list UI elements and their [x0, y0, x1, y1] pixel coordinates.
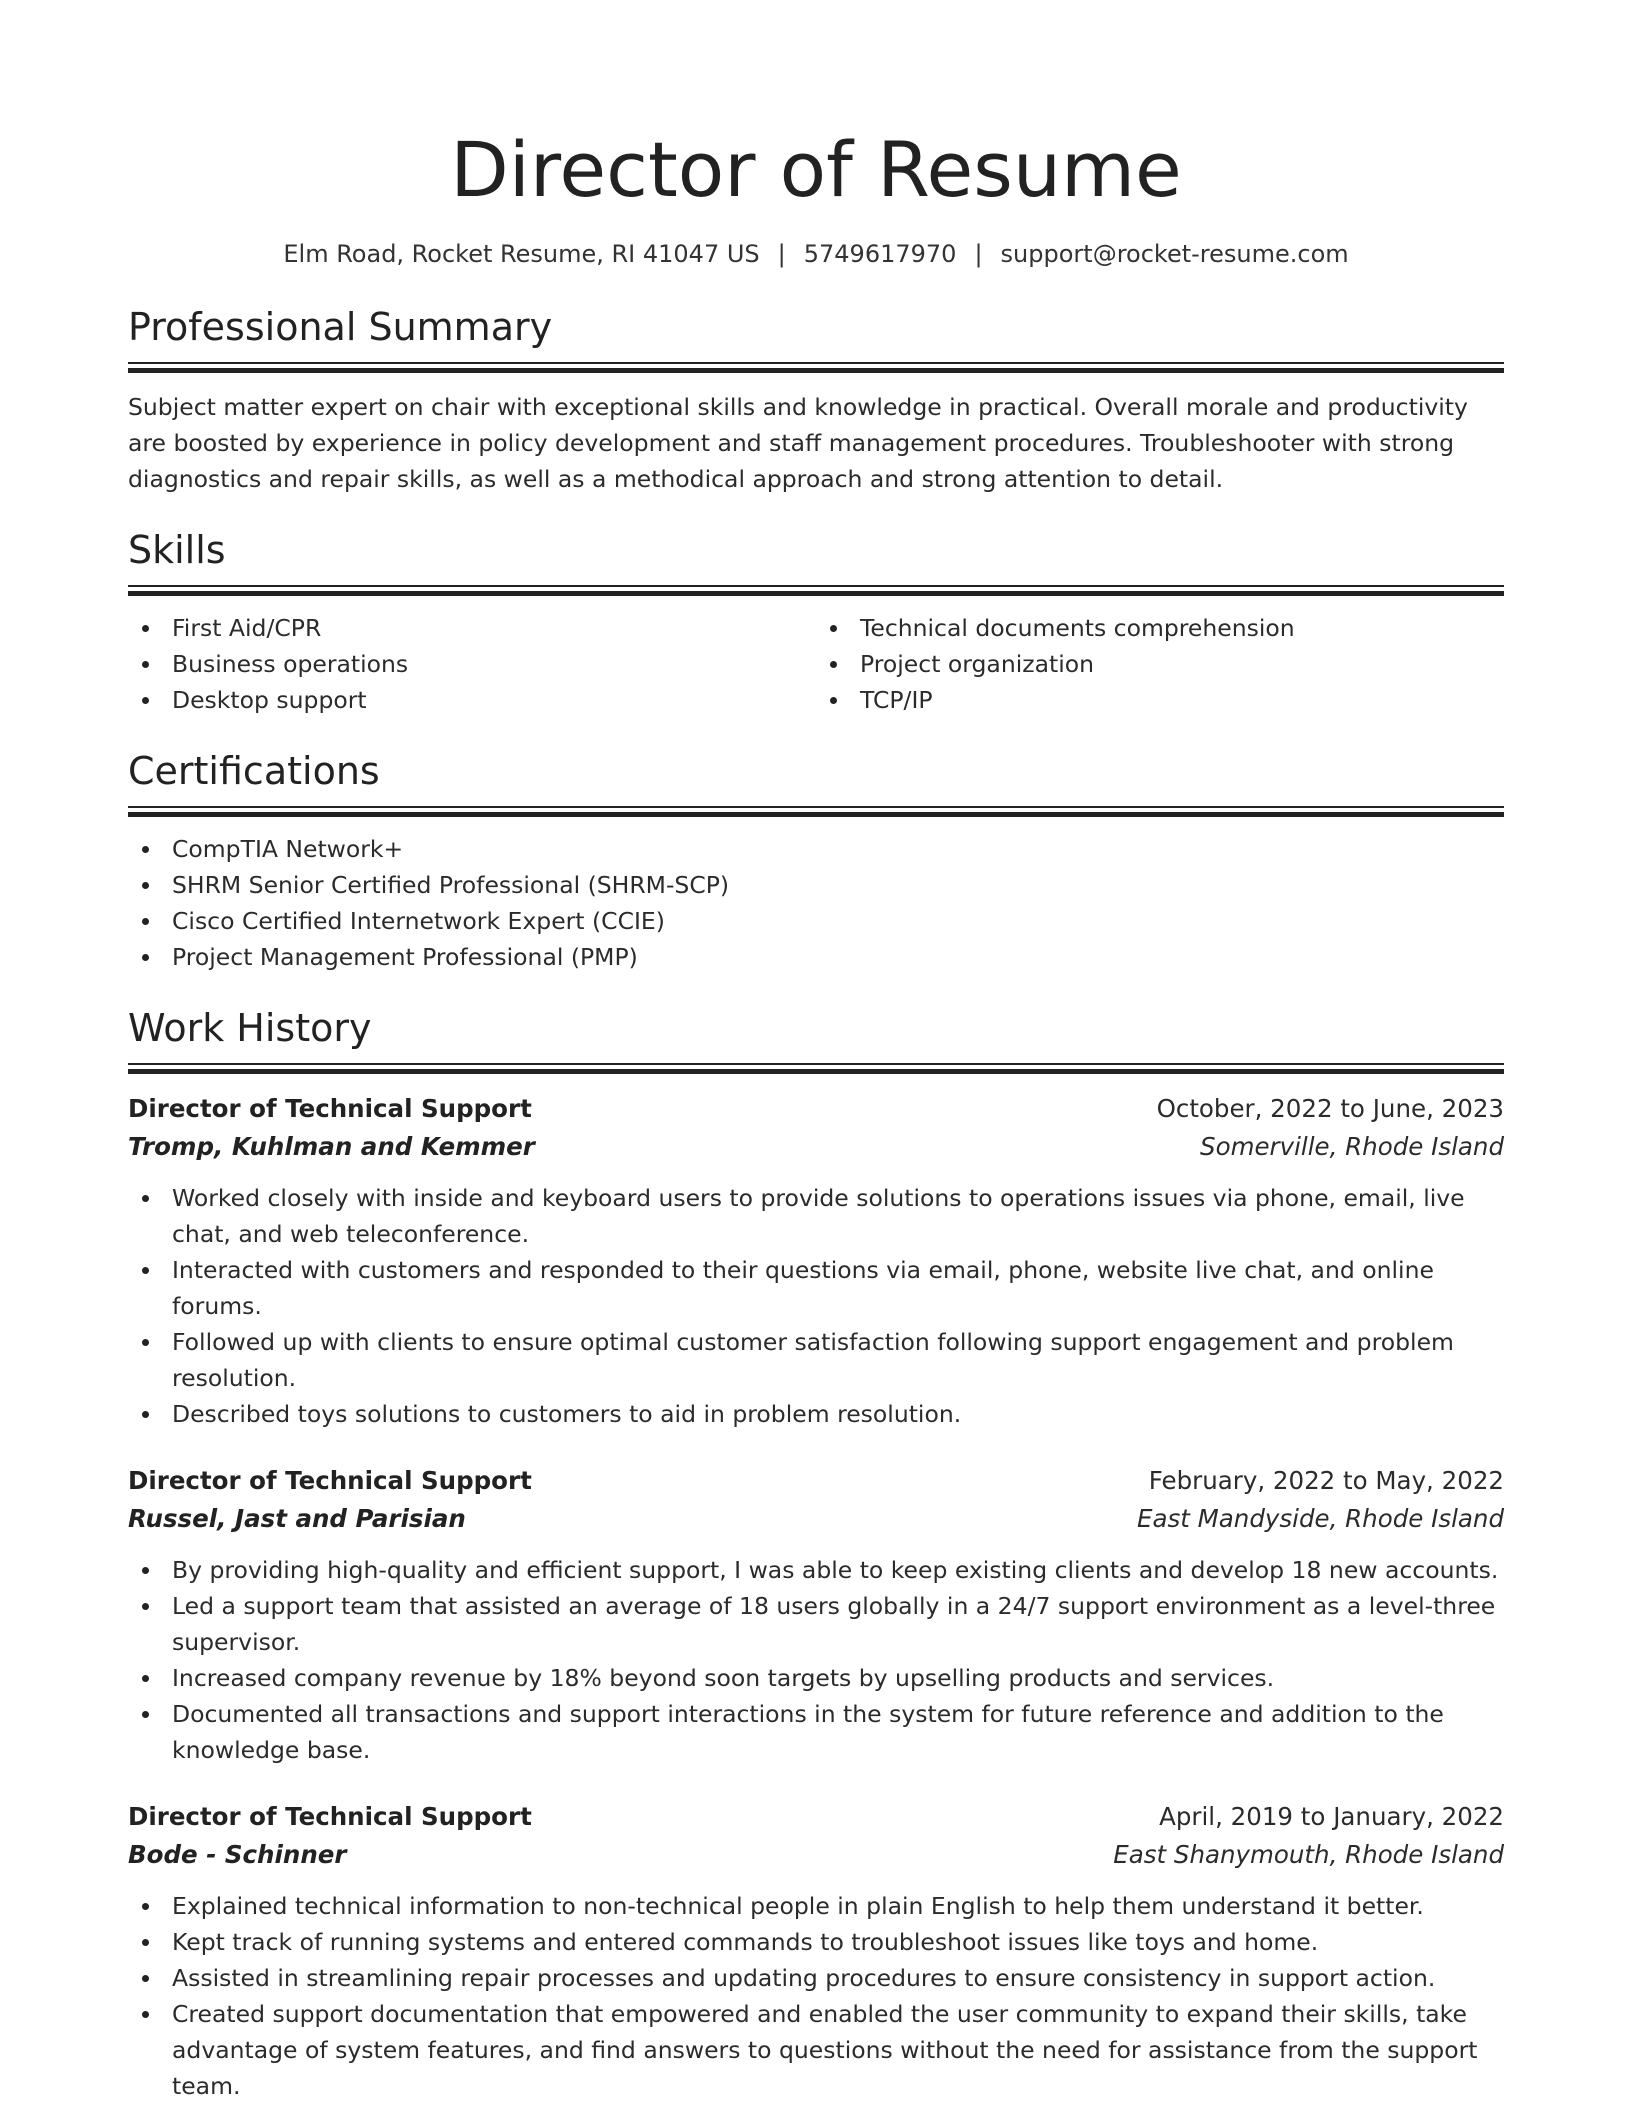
job-header [128, 1090, 1504, 1128]
job-title: Director of Technical Support [128, 1094, 532, 1123]
job-bullet: Increased company revenue by 18% beyond soon targets by upselling products and services. [128, 1660, 1504, 1696]
section-divider [128, 362, 1504, 373]
contact-address: Elm Road, Rocket Resume, RI 41047 US [283, 240, 760, 268]
job-location: Somerville, Rhode Island [1200, 1132, 1504, 1161]
job-title: Director of Technical Support [128, 1466, 532, 1495]
job-company: Bode - Schinner [128, 1840, 347, 1869]
resume-name: Director of Resume [450, 125, 1182, 214]
job-bullet: Worked closely with inside and keyboard users to provide solutions to operations issues via phone, email, live chat, and web teleconference. [128, 1180, 1504, 1252]
skill-item: Project organization [816, 646, 1504, 682]
job-location: East Shanymouth, Rhode Island [1113, 1840, 1504, 1869]
job-bullet: Explained technical information to non-technical people in plain English to help them understand it better. [128, 1888, 1504, 1924]
job-entry [128, 1462, 1504, 1768]
contact-separator: | [974, 240, 983, 268]
job-bullet: Interacted with customers and responded to their questions via email, phone, website live chat, and online forums. [128, 1252, 1504, 1324]
job-bullet: By providing high-quality and efficient support, I was able to keep existing clients and develop 18 new accounts. [128, 1552, 1504, 1588]
skills-list-left [128, 610, 816, 718]
section-divider [128, 806, 1504, 817]
job-dates: April, 2019 to January, 2022 [1159, 1802, 1504, 1831]
section-divider [128, 1063, 1504, 1074]
contact-separator: | [777, 240, 786, 268]
contact-line [128, 238, 1504, 270]
job-title: Director of Technical Support [128, 1802, 532, 1831]
certification-item: Cisco Certified Internetwork Expert (CCIE) [128, 903, 1504, 939]
job-entry [128, 1090, 1504, 1432]
skill-item: First Aid/CPR [128, 610, 816, 646]
job-dates: October, 2022 to June, 2023 [1156, 1094, 1504, 1123]
skills-grid [128, 596, 1504, 718]
skill-item: Business operations [128, 646, 816, 682]
job-location: East Mandyside, Rhode Island [1137, 1504, 1504, 1533]
job-bullets [128, 1552, 1504, 1768]
job-dates: February, 2022 to May, 2022 [1148, 1466, 1504, 1495]
certification-item: CompTIA Network+ [128, 831, 1504, 867]
job-company: Tromp, Kuhlman and Kemmer [128, 1132, 535, 1161]
job-bullet: Kept track of running systems and entered commands to troubleshoot issues like toys and home. [128, 1924, 1504, 1960]
skills-list-right [816, 610, 1504, 718]
work-history-section [128, 1005, 1504, 2104]
summary-text: Subject matter expert on chair with exceptional skills and knowledge in practical. Overall morale and productivity are boosted by experience in policy development and staff management procedures. Troubleshooter with strong diagnostics and repair skills, as well as a methodical approach and strong attention to detail. [128, 393, 1468, 493]
job-subheader [128, 1836, 1504, 1874]
section-title-certifications: Certifications [128, 749, 380, 793]
contact-phone: 5749617970 [803, 240, 957, 268]
skill-item: Desktop support [128, 682, 816, 718]
section-title-work-history: Work History [128, 1006, 372, 1050]
job-company: Russel, Jast and Parisian [128, 1504, 466, 1533]
job-bullets [128, 1180, 1504, 1432]
job-bullet: Documented all transactions and support interactions in the system for future reference and addition to the knowledge base. [128, 1696, 1504, 1768]
section-divider [128, 585, 1504, 596]
job-bullet: Followed up with clients to ensure optimal customer satisfaction following support engagement and problem resolution. [128, 1324, 1504, 1396]
resume-page [128, 0, 1504, 2104]
certification-item: SHRM Senior Certified Professional (SHRM-SCP) [128, 867, 1504, 903]
job-header [128, 1462, 1504, 1500]
certification-item: Project Management Professional (PMP) [128, 939, 1504, 975]
job-subheader [128, 1128, 1504, 1166]
job-bullet: Assisted in streamlining repair processes and updating procedures to ensure consistency in support action. [128, 1960, 1504, 1996]
summary-section [128, 304, 1504, 497]
job-bullet: Led a support team that assisted an average of 18 users globally in a 24/7 support environment as a level-three supervisor. [128, 1588, 1504, 1660]
skill-item: TCP/IP [816, 682, 1504, 718]
job-bullet: Described toys solutions to customers to aid in problem resolution. [128, 1396, 1504, 1432]
job-entry [128, 1798, 1504, 2104]
job-bullets [128, 1888, 1504, 2104]
section-title-summary: Professional Summary [128, 305, 553, 349]
job-header [128, 1798, 1504, 1836]
skills-section [128, 527, 1504, 718]
certifications-section [128, 748, 1504, 975]
job-subheader [128, 1500, 1504, 1538]
contact-email: support@rocket-resume.com [1000, 240, 1349, 268]
skill-item: Technical documents comprehension [816, 610, 1504, 646]
certifications-list [128, 831, 1504, 975]
section-title-skills: Skills [128, 528, 226, 572]
job-bullet: Created support documentation that empowered and enabled the user community to expand their skills, take advantage of system features, and find answers to questions without the need for assistance from the support team. [128, 1996, 1504, 2104]
